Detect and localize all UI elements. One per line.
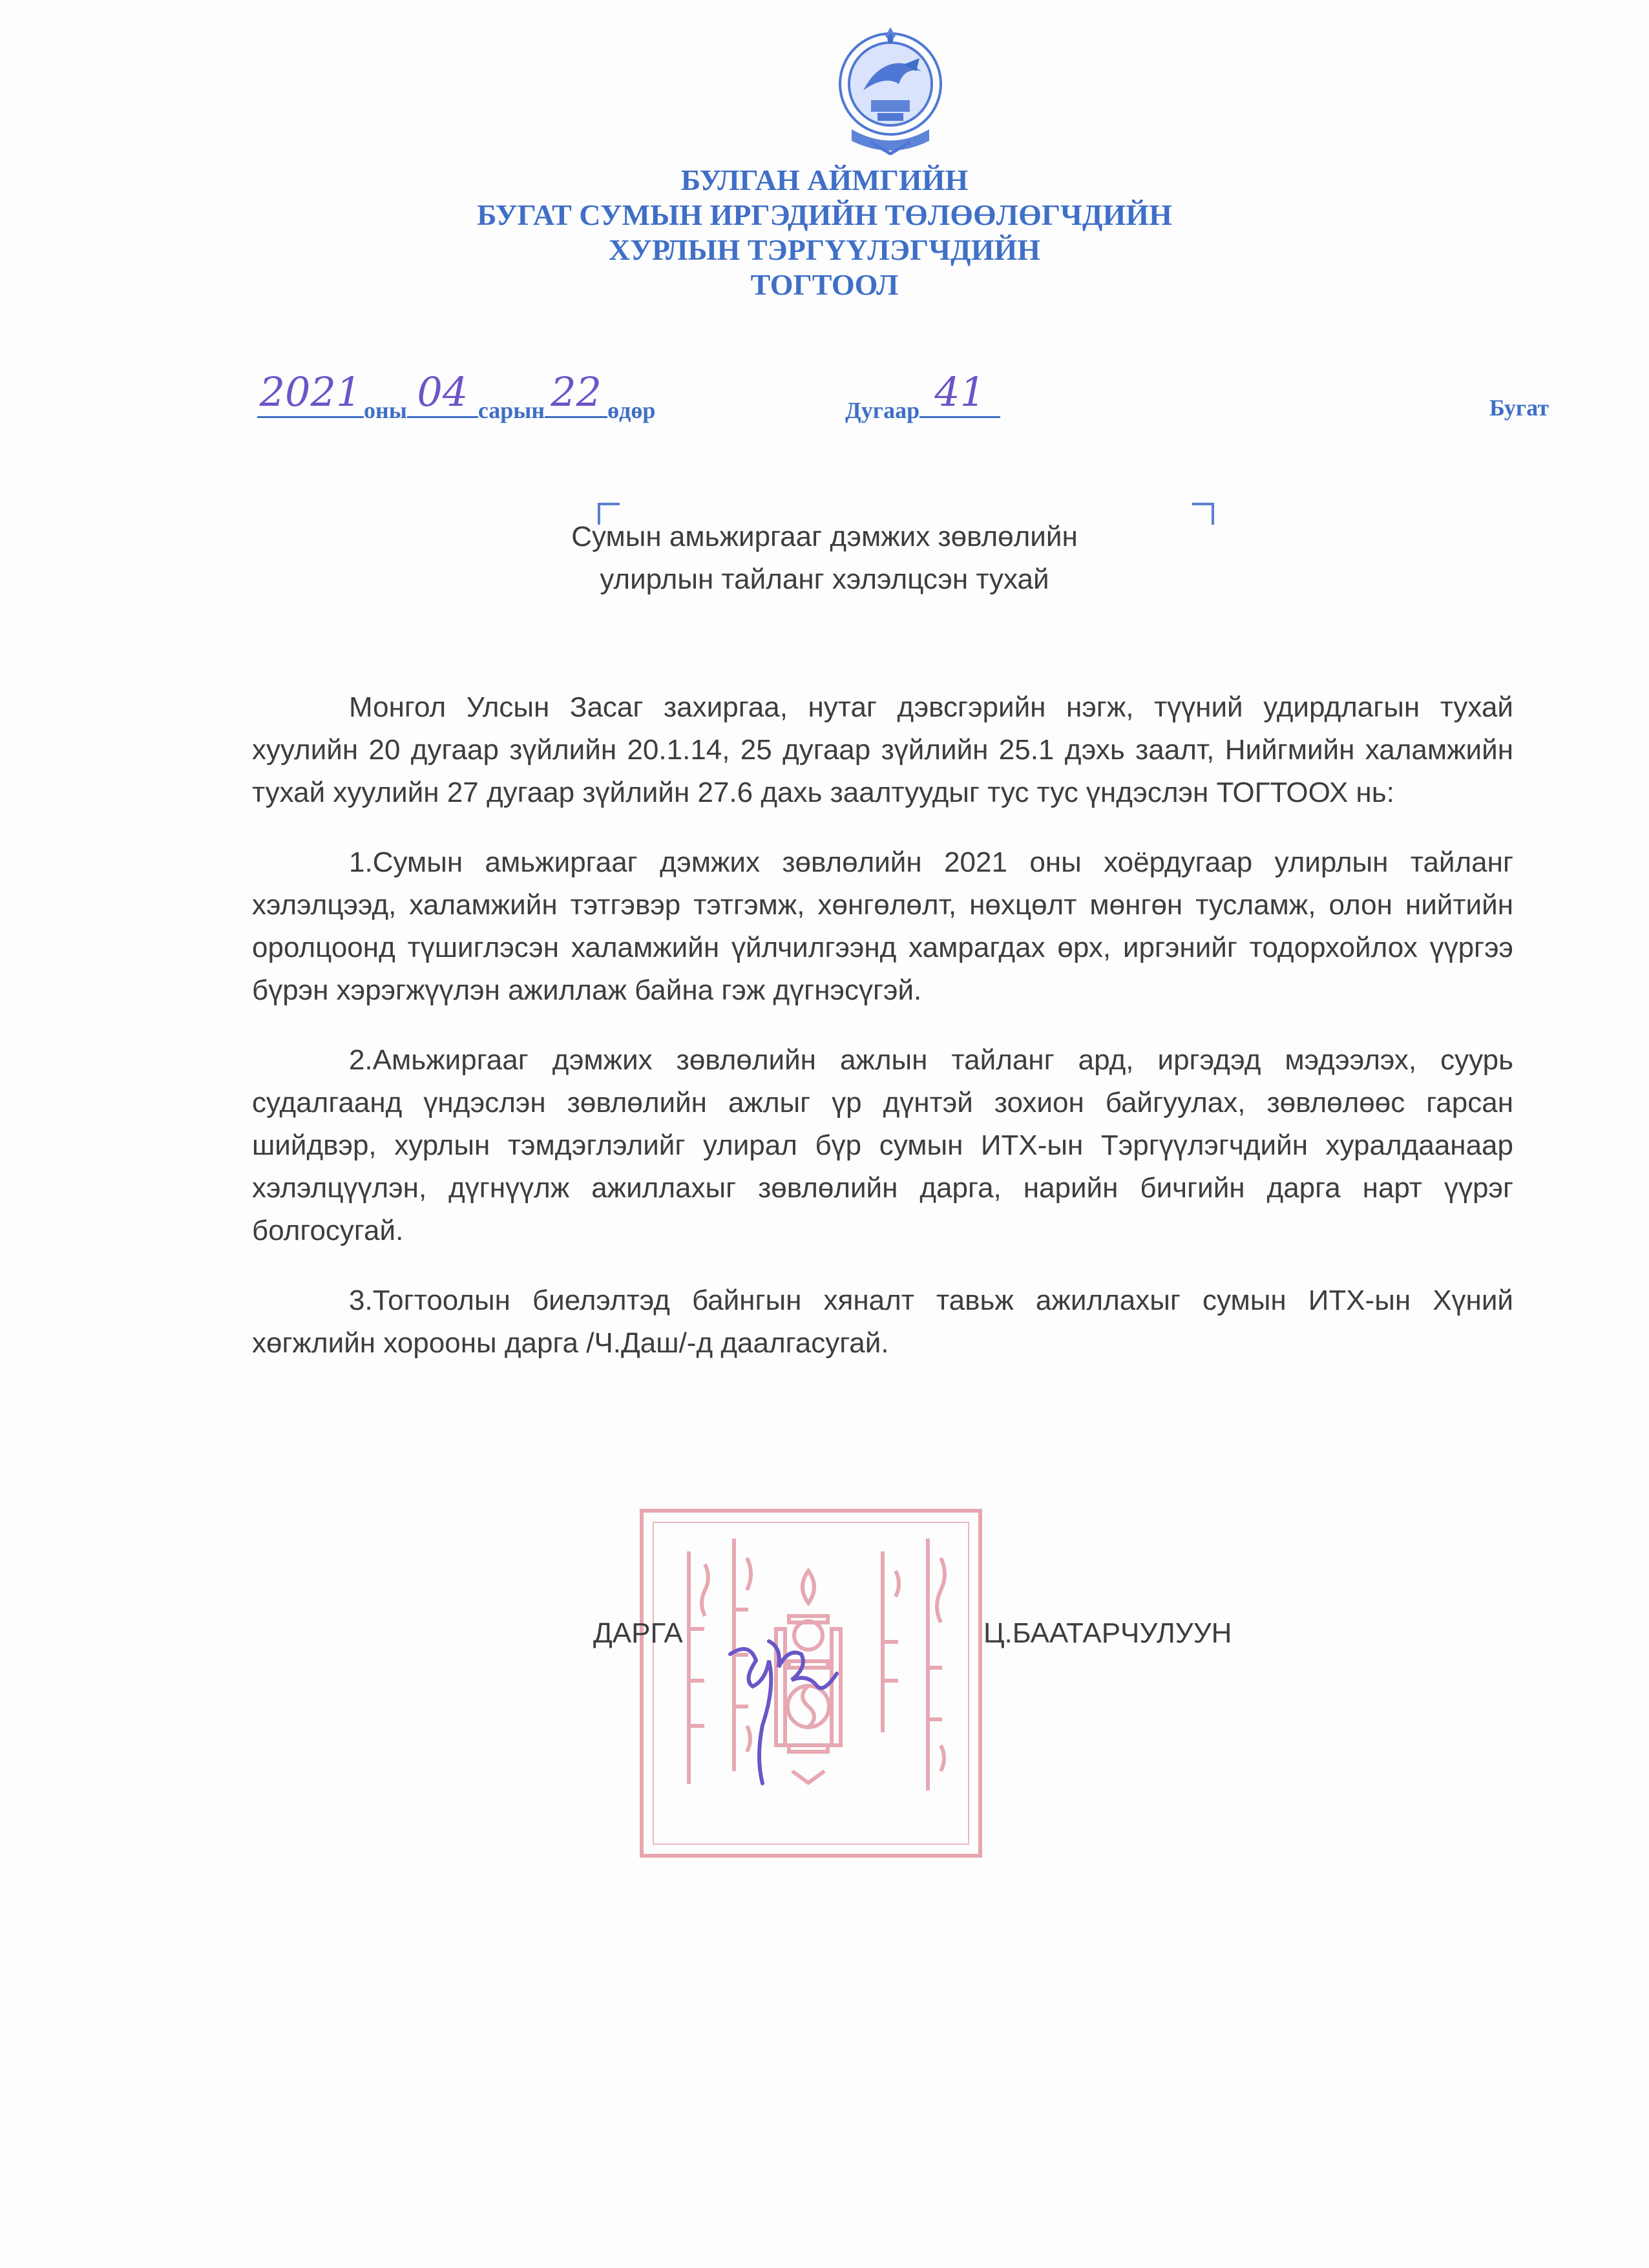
signatory-title: ДАРГА bbox=[593, 1617, 683, 1649]
header-line-province: БУЛГАН АЙМГИЙН bbox=[680, 163, 969, 196]
signatory-name: Ц.БААТАРЧУЛУУН bbox=[983, 1617, 1232, 1649]
preamble-paragraph: Монгол Улсын Засаг захиргаа, нутаг дэвсгэрийн нэгж, түүний удирдлагын тухай хуулийн 20 дугаар зүйлийн 20.1.14, 25 дугаар зүйлийн 25.1 дэхь заалт, Нийгмийн халамжийн тухай хуулийн 27 дугаар зүйлийн 27.6 дахь заалтуудыг тус тус үндэслэн ТОГТООХ нь: bbox=[252, 691, 1513, 808]
number-line bbox=[845, 368, 1000, 424]
subject-line-2: улирлын тайланг хэлэлцсэн тухай bbox=[600, 563, 1049, 595]
number-value: 41 bbox=[934, 368, 986, 415]
place-name: Бугат bbox=[1489, 395, 1549, 421]
number-label: Дугаар bbox=[845, 397, 920, 423]
subject-line-1: Сумын амьжиргааг дэмжих зөвлөлийн bbox=[571, 521, 1078, 552]
day-value: 22 bbox=[551, 368, 602, 415]
month-suffix: сарын bbox=[478, 397, 545, 423]
day-field bbox=[545, 368, 607, 418]
state-emblem-icon bbox=[826, 19, 955, 155]
resolution-item-1: 1.Сумын амьжиргааг дэмжих зөвлөлийн 2021 оны хоёрдугаар улирлын тайланг хэлэлцээд, халамжийн тэтгэвэр тэтгэмж, хөнгөлөлт, нөхцөлт мөнгөн тусламж, олон нийтийн оролцоонд түшиглэсэн халамжийн үйлчилгээнд хамрагдах өрх, иргэнийг тодорхойлох үүргээ бүрэн хэрэгжүүлэн ажиллаж байна гэж дүгнэсүгэй. bbox=[252, 846, 1513, 1006]
month-value: 04 bbox=[417, 368, 468, 415]
handwritten-signature-icon bbox=[717, 1602, 866, 1790]
day-suffix: өдөр bbox=[607, 397, 656, 423]
resolution-item-3: 3.Тогтоолын биелэлтэд байнгын хяналт тавьж ажиллахыг сумын ИТХ-ын Хүний хөгжлийн хорооны дарга /Ч.Даш/-д даалгасугай. bbox=[252, 1285, 1513, 1359]
header-line-presidium: ХУРЛЫН ТЭРГҮҮЛЭГЧДИЙН bbox=[608, 233, 1041, 266]
number-field bbox=[919, 368, 1000, 418]
year-suffix: оны bbox=[364, 397, 407, 423]
resolution-item-2: 2.Амьжиргааг дэмжих зөвлөлийн ажлын тайланг ард, иргэдэд мэдээлэх, суурь судалгаанд үндэслэн зөвлөлийн ажлыг үр дүнтэй зохион байгуулах, зөвлөлөөс гарсан шийдвэр, хурлын тэмдэглэлийг улирал бүр сумын ИТХ-ын Тэргүүлэгчдийн хуралдаанаар хэлэлцүүлэн, дүгнүүлж ажиллахыг зөвлөлийн дарга, нарийн бичгийн дарга нарт үүрэг болгосугай. bbox=[252, 1044, 1513, 1246]
year-field bbox=[257, 368, 364, 418]
year-value: 2021 bbox=[259, 368, 362, 415]
header-line-soum-council: БУГАТ СУМЫН ИРГЭДИЙН ТӨЛӨӨЛӨГЧДИЙН bbox=[477, 198, 1172, 231]
document-type-title: ТОГТООЛ bbox=[750, 268, 899, 301]
date-line bbox=[257, 368, 656, 424]
organization-header bbox=[0, 163, 1649, 302]
subject-heading bbox=[0, 516, 1649, 601]
month-field bbox=[407, 368, 478, 418]
resolution-body bbox=[252, 686, 1513, 1392]
